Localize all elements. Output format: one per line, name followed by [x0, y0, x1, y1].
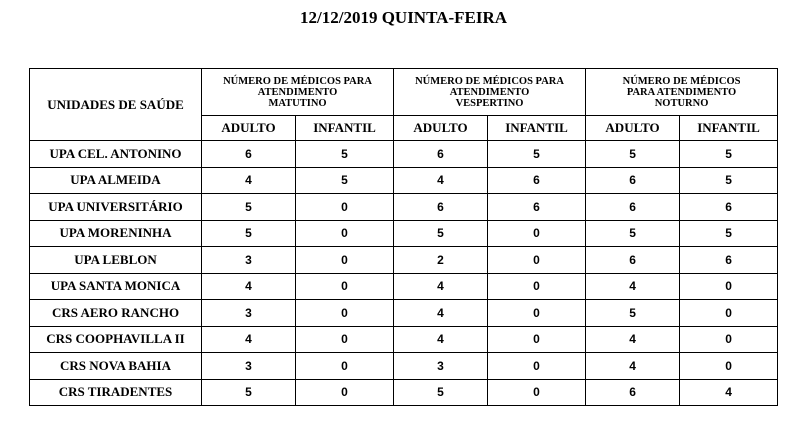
doctor-count-cell: 5: [202, 379, 296, 406]
doctor-count-cell: 0: [488, 353, 586, 380]
shift-header-line: NÚMERO DE MÉDICOS PARA: [415, 75, 564, 87]
doctor-count-cell: 0: [488, 326, 586, 353]
doctor-count-cell: 4: [586, 273, 680, 300]
unit-name-cell: UPA MORENINHA: [30, 220, 202, 247]
table-body: [30, 141, 778, 406]
doctor-count-cell: 0: [488, 273, 586, 300]
doctor-count-cell: 6: [680, 247, 778, 274]
subheader-afternoon-adult: ADULTO: [394, 116, 488, 141]
doctor-schedule-table: [29, 68, 778, 406]
doctor-count-cell: 5: [296, 167, 394, 194]
doctor-count-cell: 0: [488, 379, 586, 406]
table-row: [30, 247, 778, 274]
table-row: [30, 220, 778, 247]
table-row: [30, 167, 778, 194]
doctor-count-cell: 5: [394, 220, 488, 247]
doctor-count-cell: 4: [586, 326, 680, 353]
shift-header-night: [586, 69, 778, 116]
doctor-count-cell: 6: [488, 167, 586, 194]
doctor-count-cell: 4: [586, 353, 680, 380]
unit-name-cell: UPA ALMEIDA: [30, 167, 202, 194]
unit-name-cell: UPA CEL. ANTONINO: [30, 141, 202, 168]
doctor-count-cell: 6: [202, 141, 296, 168]
doctor-count-cell: 6: [394, 194, 488, 221]
unit-name-cell: CRS COOPHAVILLA II: [30, 326, 202, 353]
unit-name-cell: UPA SANTA MONICA: [30, 273, 202, 300]
doctor-count-cell: 0: [680, 353, 778, 380]
unit-name-cell: CRS AERO RANCHO: [30, 300, 202, 327]
doctor-count-cell: 5: [680, 220, 778, 247]
doctor-count-cell: 3: [202, 247, 296, 274]
doctor-count-cell: 5: [202, 220, 296, 247]
doctor-count-cell: 5: [586, 141, 680, 168]
doctor-count-cell: 5: [586, 220, 680, 247]
shift-header-afternoon: [394, 69, 586, 116]
doctor-count-cell: 4: [394, 167, 488, 194]
subheader-night-adult: ADULTO: [586, 116, 680, 141]
shift-header-morning: [202, 69, 394, 116]
doctor-count-cell: 4: [202, 326, 296, 353]
doctor-count-cell: 6: [586, 247, 680, 274]
doctor-count-cell: 0: [488, 220, 586, 247]
doctor-count-cell: 0: [296, 379, 394, 406]
doctor-count-cell: 0: [680, 273, 778, 300]
doctor-count-cell: 0: [296, 273, 394, 300]
doctor-count-cell: 6: [586, 167, 680, 194]
shift-header-line: ATENDIMENTO: [257, 86, 338, 98]
doctor-count-cell: 0: [296, 220, 394, 247]
table-row: [30, 353, 778, 380]
doctor-count-cell: 3: [202, 353, 296, 380]
subheader-night-child: INFANTIL: [680, 116, 778, 141]
doctor-count-cell: 4: [394, 300, 488, 327]
doctor-count-cell: 5: [680, 141, 778, 168]
shift-header-line: MATUTINO: [268, 97, 327, 109]
unit-name-cell: UPA UNIVERSITÁRIO: [30, 194, 202, 221]
table-row: [30, 141, 778, 168]
doctor-count-cell: 5: [680, 167, 778, 194]
doctor-count-cell: 3: [202, 300, 296, 327]
table-row: [30, 326, 778, 353]
table-row: [30, 300, 778, 327]
shift-header-line: PARA ATENDIMENTO: [626, 86, 737, 98]
doctor-count-cell: 5: [488, 141, 586, 168]
doctor-count-cell: 0: [296, 194, 394, 221]
unit-name-cell: CRS TIRADENTES: [30, 379, 202, 406]
doctor-count-cell: 3: [394, 353, 488, 380]
doctor-count-cell: 6: [680, 194, 778, 221]
doctor-count-cell: 0: [296, 353, 394, 380]
doctor-count-cell: 6: [394, 141, 488, 168]
doctor-count-cell: 2: [394, 247, 488, 274]
doctor-count-cell: 0: [296, 247, 394, 274]
doctor-count-cell: 4: [394, 326, 488, 353]
doctor-count-cell: 4: [202, 273, 296, 300]
table-row: [30, 379, 778, 406]
shift-header-line: NOTURNO: [654, 97, 709, 109]
doctor-count-cell: 5: [586, 300, 680, 327]
doctor-count-cell: 0: [488, 300, 586, 327]
doctor-count-cell: 4: [680, 379, 778, 406]
subheader-afternoon-child: INFANTIL: [488, 116, 586, 141]
shift-header-line: NÚMERO DE MÉDICOS PARA: [223, 75, 372, 87]
unit-column-header: UNIDADES DE SAÚDE: [30, 69, 202, 141]
doctor-count-cell: 0: [680, 326, 778, 353]
unit-name-cell: CRS NOVA BAHIA: [30, 353, 202, 380]
doctor-count-cell: 6: [586, 379, 680, 406]
table-row: [30, 194, 778, 221]
doctor-count-cell: 6: [488, 194, 586, 221]
doctor-count-cell: 5: [296, 141, 394, 168]
subheader-morning-adult: ADULTO: [202, 116, 296, 141]
shift-header-row: [30, 69, 778, 116]
doctor-count-cell: 4: [394, 273, 488, 300]
table-row: [30, 273, 778, 300]
shift-header-line: NÚMERO DE MÉDICOS: [622, 75, 741, 87]
shift-header-line: ATENDIMENTO: [449, 86, 530, 98]
subheader-morning-child: INFANTIL: [296, 116, 394, 141]
page-title: 12/12/2019 QUINTA-FEIRA: [300, 8, 507, 27]
doctor-count-cell: 5: [202, 194, 296, 221]
doctor-count-cell: 0: [296, 326, 394, 353]
doctor-count-cell: 0: [680, 300, 778, 327]
doctor-count-cell: 4: [202, 167, 296, 194]
unit-name-cell: UPA LEBLON: [30, 247, 202, 274]
doctor-count-cell: 5: [394, 379, 488, 406]
doctor-count-cell: 0: [296, 300, 394, 327]
shift-header-line: VESPERTINO: [455, 97, 524, 109]
doctor-count-cell: 6: [586, 194, 680, 221]
doctor-count-cell: 0: [488, 247, 586, 274]
